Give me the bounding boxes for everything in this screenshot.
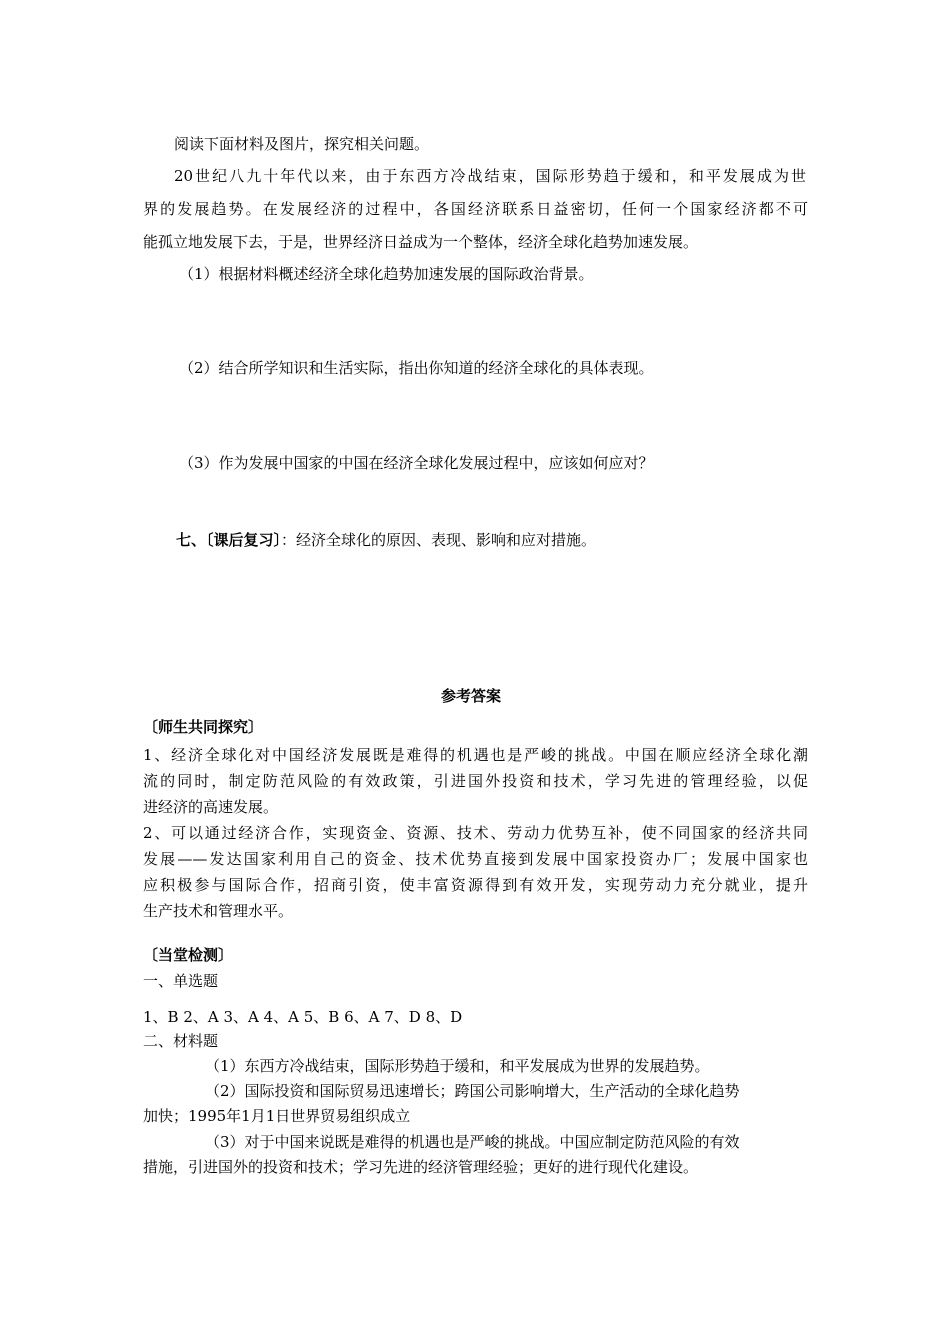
part1-answers: 1、B 2、A 3、A 4、A 5、B 6、A 7、D 8、D xyxy=(143,1008,463,1026)
part2-answer-line-2: （2）国际投资和国际贸易迅速增长；跨国公司影响增大，生产活动的全球化趋势 xyxy=(205,1082,740,1100)
question-2: （2）结合所学知识和生活实际，指出你知道的经济全球化的具体表现。 xyxy=(179,359,654,377)
explore-answer-line-1: 1、经济全球化对中国经济发展既是难得的机遇也是严峻的挑战。中国在顺应经济全球化潮 xyxy=(143,746,808,764)
part2-answer-line-5: 措施，引进国外的投资和技术；学习先进的经济管理经验；更好的进行现代化建设。 xyxy=(143,1158,699,1176)
explore-answer-line-5: 发展——发达国家利用自己的资金、技术优势直接到发展中国家投资办厂；发展中国家也 xyxy=(143,850,808,868)
section-heading-check: 〔当堂检测〕 xyxy=(143,946,234,964)
explore-answer-line-7: 生产技术和管理水平。 xyxy=(143,902,294,920)
review-line xyxy=(176,530,596,550)
part2-answer-line-3: 加快；1995年1月1日世界贸易组织成立 xyxy=(143,1107,411,1125)
part2-answer-line-1: （1）东西方冷战结束，国际形势趋于缓和，和平发展成为世界的发展趋势。 xyxy=(205,1057,710,1075)
material-paragraph-line-1: 20世纪八九十年代以来，由于东西方冷战结束，国际形势趋于缓和，和平发展成为世 xyxy=(174,167,806,185)
question-1: （1）根据材料概述经济全球化趋势加速发展的国际政治背景。 xyxy=(179,265,594,283)
explore-answer-line-4: 2、可以通过经济合作，实现资金、资源、技术、劳动力优势互补，使不同国家的经济共同 xyxy=(143,824,808,842)
explore-answer-line-2: 流的同时，制定防范风险的有效政策，引进国外投资和技术，学习先进的管理经验，以促 xyxy=(143,772,808,790)
part2-answer-line-4: （3）对于中国来说既是难得的机遇也是严峻的挑战。中国应制定防范风险的有效 xyxy=(205,1133,740,1151)
section-heading-explore: 〔师生共同探究〕 xyxy=(143,718,264,736)
material-intro: 阅读下面材料及图片，探究相关问题。 xyxy=(174,135,430,153)
review-heading: 七、〔课后复习〕 xyxy=(176,531,282,549)
material-paragraph-line-3: 能孤立地发展下去，于是，世界经济日益成为一个整体，经济全球化趋势加速发展。 xyxy=(143,233,699,251)
part2-title: 二、材料题 xyxy=(143,1032,219,1050)
review-text: ：经济全球化的原因、表现、影响和应对措施。 xyxy=(281,531,597,549)
question-3: （3）作为发展中国家的中国在经济全球化发展过程中，应该如何应对？ xyxy=(179,454,654,472)
explore-answer-line-6: 应积极参与国际合作，招商引资，使丰富资源得到有效开发，实现劳动力充分就业，提升 xyxy=(143,876,808,894)
part1-title: 一、单选题 xyxy=(143,972,219,990)
answers-title: 参考答案 xyxy=(441,687,502,705)
material-paragraph-line-2: 界的发展趋势。在发展经济的过程中，各国经济联系日益密切，任何一个国家经济都不可 xyxy=(143,200,808,218)
explore-answer-line-3: 进经济的高速发展。 xyxy=(143,798,279,816)
